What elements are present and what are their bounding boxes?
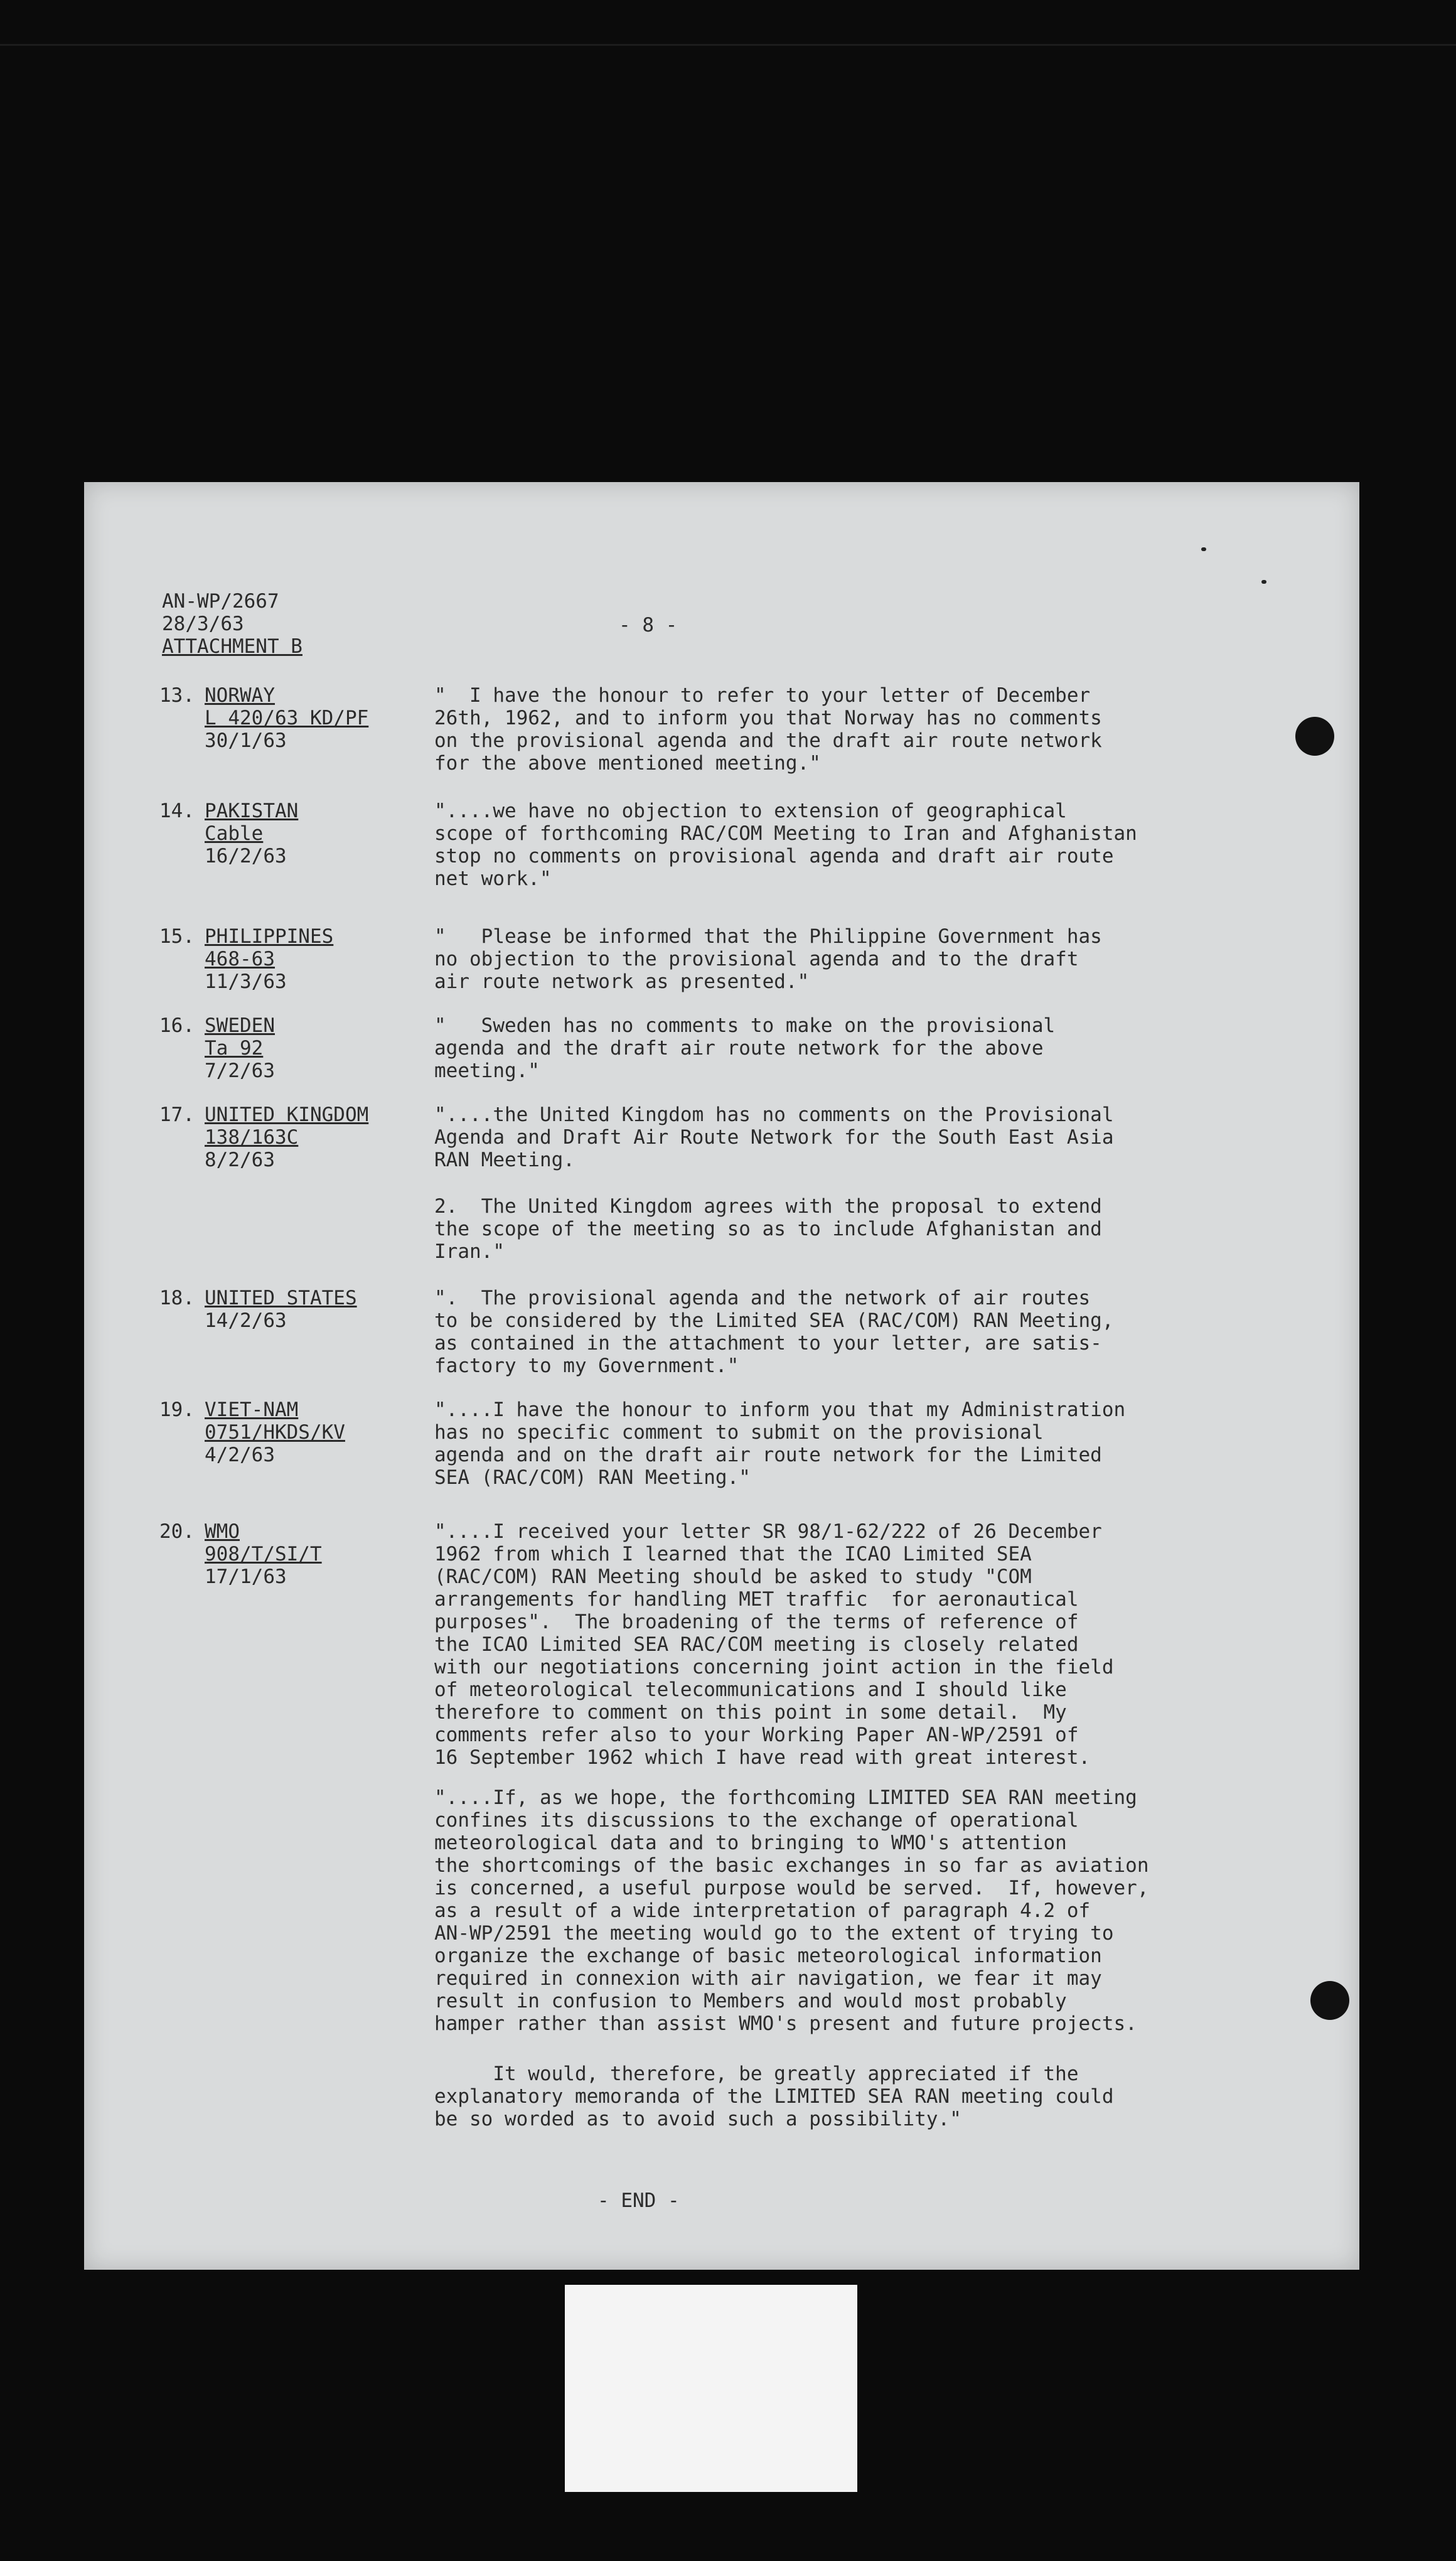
entry-reference: 138/163C: [205, 1126, 299, 1149]
quote-line: stop no comments on provisional agenda and draft air route: [434, 845, 1114, 867]
quote-line: be so worded as to avoid such a possibility.": [434, 2108, 961, 2130]
quote-line: is concerned, a useful purpose would be served. If, however,: [434, 1877, 1149, 1899]
quote-line: " Sweden has no comments to make on the provisional: [434, 1014, 1056, 1037]
quote-line: agenda and on the draft air route network for the Limited: [434, 1444, 1102, 1466]
entry-quote-paragraph: [434, 1399, 1125, 1489]
entry-reference: L 420/63 KD/PF: [205, 707, 369, 729]
attachment-label: ATTACHMENT B: [162, 635, 302, 658]
quote-line: purposes". The broadening of the terms of reference of: [434, 1611, 1079, 1633]
entry-quote-paragraph: [434, 800, 1137, 890]
entry-country: SWEDEN: [205, 1014, 275, 1037]
quote-line: arrangements for handling MET traffic for aeronautical: [434, 1588, 1079, 1611]
quote-line: 1962 from which I learned that the ICAO Limited SEA: [434, 1543, 1032, 1565]
quote-line: on the provisional agenda and the draft air route network: [434, 729, 1102, 752]
quote-line: as a result of a wide interpretation of paragraph 4.2 of: [434, 1899, 1091, 1922]
entry-reference: 7/2/63: [205, 1060, 275, 1082]
quote-line: 2. The United Kingdom agrees with the proposal to extend: [434, 1195, 1102, 1218]
quote-line: SEA (RAC/COM) RAN Meeting.": [434, 1466, 751, 1489]
quote-line: hamper rather than assist WMO's present and future projects.: [434, 2012, 1137, 2035]
speck-mark: [1201, 547, 1206, 551]
quote-line: meteorological data and to bringing to WMO's attention: [434, 1832, 1067, 1854]
quote-line: comments refer also to your Working Paper AN-WP/2591 of: [434, 1724, 1079, 1746]
film-frame-edge: [0, 44, 1456, 46]
quote-line: the ICAO Limited SEA RAC/COM meeting is closely related: [434, 1633, 1079, 1656]
quote-line: net work.": [434, 867, 552, 890]
entry-quote-paragraph: [434, 1287, 1114, 1377]
quote-line: (RAC/COM) RAN Meeting should be asked to study "COM: [434, 1565, 1032, 1588]
entry-number: 14.: [159, 800, 195, 822]
entry-country: NORWAY: [205, 684, 275, 707]
doc-date: 28/3/63: [162, 613, 244, 635]
end-mark: - END -: [597, 2189, 680, 2212]
quote-line: "....I received your letter SR 98/1-62/222 of 26 December: [434, 1520, 1102, 1543]
quote-line: has no specific comment to submit on the provisional: [434, 1421, 1044, 1444]
quote-line: for the above mentioned meeting.": [434, 752, 821, 775]
entry-quote-paragraph: [434, 1520, 1114, 1769]
entry-reference: 468-63: [205, 948, 275, 970]
entry-reference: 0751/HKDS/KV: [205, 1421, 345, 1444]
quote-line: ". The provisional agenda and the network of air routes: [434, 1287, 1091, 1309]
punch-hole-top: [1295, 717, 1334, 756]
quote-line: meeting.": [434, 1060, 540, 1082]
quote-line: air route network as presented.": [434, 970, 810, 993]
quote-line: Iran.": [434, 1240, 505, 1263]
entry-quote-paragraph: [434, 1786, 1148, 2035]
entry-number: 19.: [159, 1399, 195, 1421]
speck-mark: [1261, 580, 1266, 584]
entry-quote-paragraph: [434, 1103, 1114, 1171]
entry-number: 20.: [159, 1520, 195, 1543]
entry-number: 18.: [159, 1287, 195, 1309]
punch-hole-bottom: [1310, 1981, 1349, 2020]
quote-line: RAN Meeting.: [434, 1149, 575, 1171]
quote-line: Agenda and Draft Air Route Network for the South East Asia: [434, 1126, 1114, 1149]
entry-country: WMO: [205, 1520, 240, 1543]
entry-number: 17.: [159, 1103, 195, 1126]
quote-line: It would, therefore, be greatly appreciated if the: [434, 2063, 1079, 2085]
quote-line: the scope of the meeting so as to include Afghanistan and: [434, 1218, 1102, 1240]
entry-quote-paragraph: [434, 684, 1102, 775]
entry-country: UNITED KINGDOM: [205, 1103, 369, 1126]
quote-line: with our negotiations concerning joint action in the field: [434, 1656, 1114, 1678]
entry-reference: 16/2/63: [205, 845, 287, 867]
doc-reference: AN-WP/2667: [162, 590, 279, 613]
entry-reference: 908/T/SI/T: [205, 1543, 322, 1565]
entry-reference: Cable: [205, 822, 264, 845]
entry-quote-paragraph: [434, 2063, 1114, 2130]
quote-line: result in confusion to Members and would most probably: [434, 1990, 1067, 2012]
entry-reference: 8/2/63: [205, 1149, 275, 1171]
entry-quote-paragraph: [434, 925, 1102, 993]
quote-line: of meteorological telecommunications and I should like: [434, 1678, 1067, 1701]
entry-country: VIET-NAM: [205, 1399, 299, 1421]
quote-line: organize the exchange of basic meteorological information: [434, 1945, 1102, 1967]
blank-slip: [565, 2285, 857, 2492]
quote-line: "....If, as we hope, the forthcoming LIMITED SEA RAN meeting: [434, 1786, 1137, 1809]
quote-line: AN-WP/2591 the meeting would go to the extent of trying to: [434, 1922, 1114, 1945]
quote-line: "....the United Kingdom has no comments on the Provisional: [434, 1103, 1114, 1126]
entry-reference: 14/2/63: [205, 1309, 287, 1332]
entry-quote-paragraph: [434, 1195, 1102, 1263]
document-page: [84, 482, 1359, 2270]
entry-number: 15.: [159, 925, 195, 948]
quote-line: explanatory memoranda of the LIMITED SEA RAN meeting could: [434, 2085, 1114, 2108]
entry-country: UNITED STATES: [205, 1287, 357, 1309]
entry-reference: Ta 92: [205, 1037, 264, 1060]
page-number: - 8 -: [619, 614, 678, 636]
entry-reference: 4/2/63: [205, 1444, 275, 1466]
quote-line: as contained in the attachment to your letter, are satis-: [434, 1332, 1102, 1355]
quote-line: the shortcomings of the basic exchanges in so far as aviation: [434, 1854, 1149, 1877]
quote-line: 16 September 1962 which I have read with great interest.: [434, 1746, 1091, 1769]
quote-line: no objection to the provisional agenda and to the draft: [434, 948, 1079, 970]
entry-reference: 17/1/63: [205, 1565, 287, 1588]
entry-reference: 30/1/63: [205, 729, 287, 752]
entry-reference: 11/3/63: [205, 970, 287, 993]
quote-line: scope of forthcoming RAC/COM Meeting to Iran and Afghanistan: [434, 822, 1137, 845]
quote-line: therefore to comment on this point in some detail. My: [434, 1701, 1067, 1724]
quote-line: 26th, 1962, and to inform you that Norway has no comments: [434, 707, 1102, 729]
quote-line: agenda and the draft air route network for the above: [434, 1037, 1044, 1060]
quote-line: " Please be informed that the Philippine Government has: [434, 925, 1102, 948]
quote-line: factory to my Government.": [434, 1355, 739, 1377]
quote-line: "....we have no objection to extension of geographical: [434, 800, 1067, 822]
entry-country: PAKISTAN: [205, 800, 299, 822]
quote-line: " I have the honour to refer to your letter of December: [434, 684, 1091, 707]
entry-country: PHILIPPINES: [205, 925, 334, 948]
quote-line: to be considered by the Limited SEA (RAC/COM) RAN Meeting,: [434, 1309, 1114, 1332]
quote-line: confines its discussions to the exchange of operational: [434, 1809, 1079, 1832]
entry-number: 13.: [159, 684, 195, 707]
entry-quote-paragraph: [434, 1014, 1055, 1082]
quote-line: "....I have the honour to inform you that my Administration: [434, 1399, 1126, 1421]
quote-line: required in connexion with air navigation, we fear it may: [434, 1967, 1102, 1990]
entry-number: 16.: [159, 1014, 195, 1037]
